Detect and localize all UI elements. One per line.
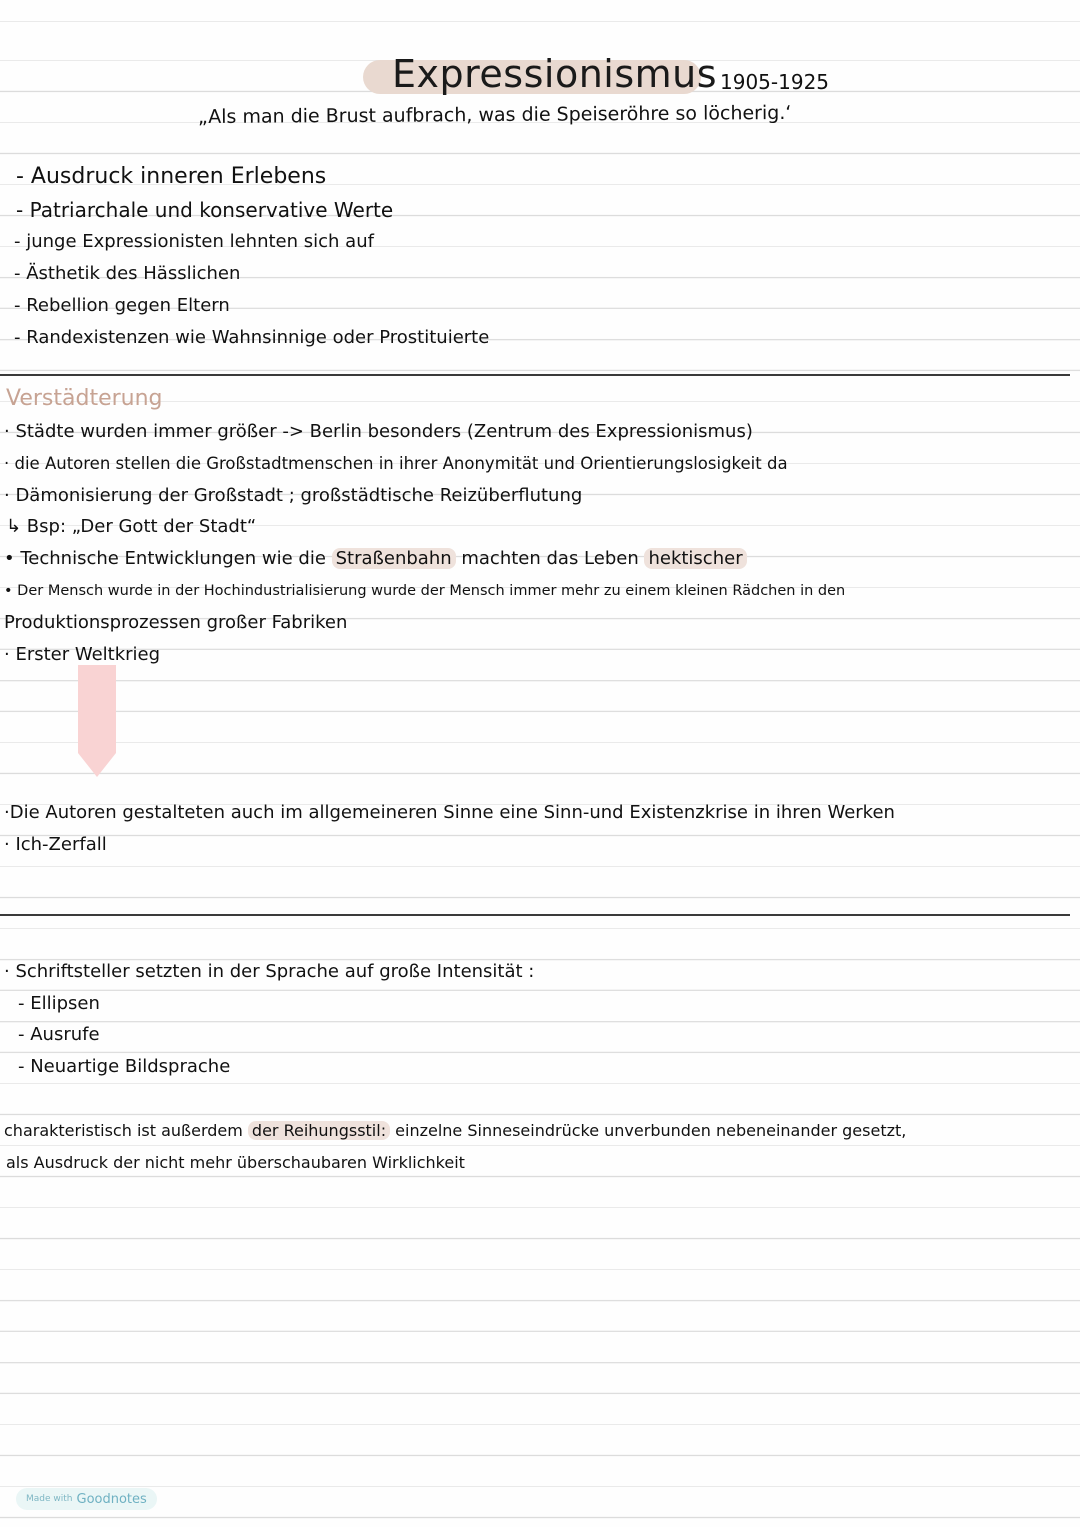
consequence-line: ·Die Autoren gestalteten auch im allgemeineren Sinne eine Sinn-und Existenzkrise in ihren Werken: [4, 802, 895, 823]
intro-item: - Ästhetik des Hässlichen: [14, 263, 241, 284]
section-heading: Verstädterung: [6, 386, 163, 411]
quote: „Als man die Brust aufbrach, was die Speiseröhre so löcherig.‘: [197, 101, 792, 129]
style-text: charakteristisch ist außerdem: [4, 1121, 248, 1140]
intro-item: - Randexistenzen wie Wahnsinnige oder Prostituierte: [14, 327, 490, 348]
section-divider: [0, 914, 1070, 916]
style-line: [4, 1117, 906, 1145]
language-item: - Ausrufe: [18, 1024, 100, 1045]
intro-item: - junge Expressionisten lehnten sich auf: [14, 231, 374, 252]
urban-line: · Dämonisierung der Großstadt ; großstädtische Reizüberflutung: [4, 485, 583, 506]
intro-item: - Rebellion gegen Eltern: [14, 295, 230, 316]
language-intro: · Schriftsteller setzten in der Sprache auf große Intensität :: [4, 961, 535, 982]
intro-item: - Patriarchale und konservative Werte: [16, 198, 394, 222]
urban-line: ↳ Bsp: „Der Gott der Stadt“: [6, 516, 257, 537]
urban-line: · Erster Weltkrieg: [4, 644, 161, 665]
language-item: - Ellipsen: [18, 993, 100, 1014]
urban-text: • Technische Entwicklungen wie die: [4, 548, 332, 569]
highlight-hektischer: hektischer: [644, 548, 746, 569]
style-line: als Ausdruck der nicht mehr überschaubaren Wirklichkeit: [6, 1153, 465, 1172]
highlight-strassenbahn: Straßenbahn: [332, 548, 456, 569]
goodnotes-badge: [16, 1488, 157, 1510]
style-text: einzelne Sinneseindrücke unverbunden nebeneinander gesetzt,: [390, 1121, 907, 1140]
goodnotes-logo: Goodnotes: [76, 1491, 147, 1507]
urban-line: · Städte wurden immer größer -> Berlin besonders (Zentrum des Expressionismus): [4, 421, 753, 442]
urban-line: • Der Mensch wurde in der Hochindustrialisierung wurde der Mensch immer mehr zu einem kleinen Rädchen in den: [4, 583, 846, 599]
urban-line: · die Autoren stellen die Großstadtmenschen in ihrer Anonymität und Orientierungslosigkeit da: [4, 454, 788, 473]
urban-line: [4, 545, 747, 573]
urban-line: Produktionsprozessen großer Fabriken: [4, 612, 348, 633]
urban-text: machten das Leben: [455, 548, 645, 569]
consequence-line: · Ich-Zerfall: [4, 834, 107, 855]
intro-item: - Ausdruck inneren Erlebens: [16, 164, 327, 189]
language-item: - Neuartige Bildsprache: [18, 1056, 231, 1077]
year-range: 1905-1925: [720, 70, 830, 94]
page-title: Expressionismus: [392, 52, 718, 96]
section-divider: [0, 374, 1070, 376]
made-with-label: Made with: [26, 1494, 73, 1504]
down-arrow-icon: [78, 665, 116, 777]
highlight-reihungsstil: der Reihungsstil:: [248, 1121, 390, 1140]
